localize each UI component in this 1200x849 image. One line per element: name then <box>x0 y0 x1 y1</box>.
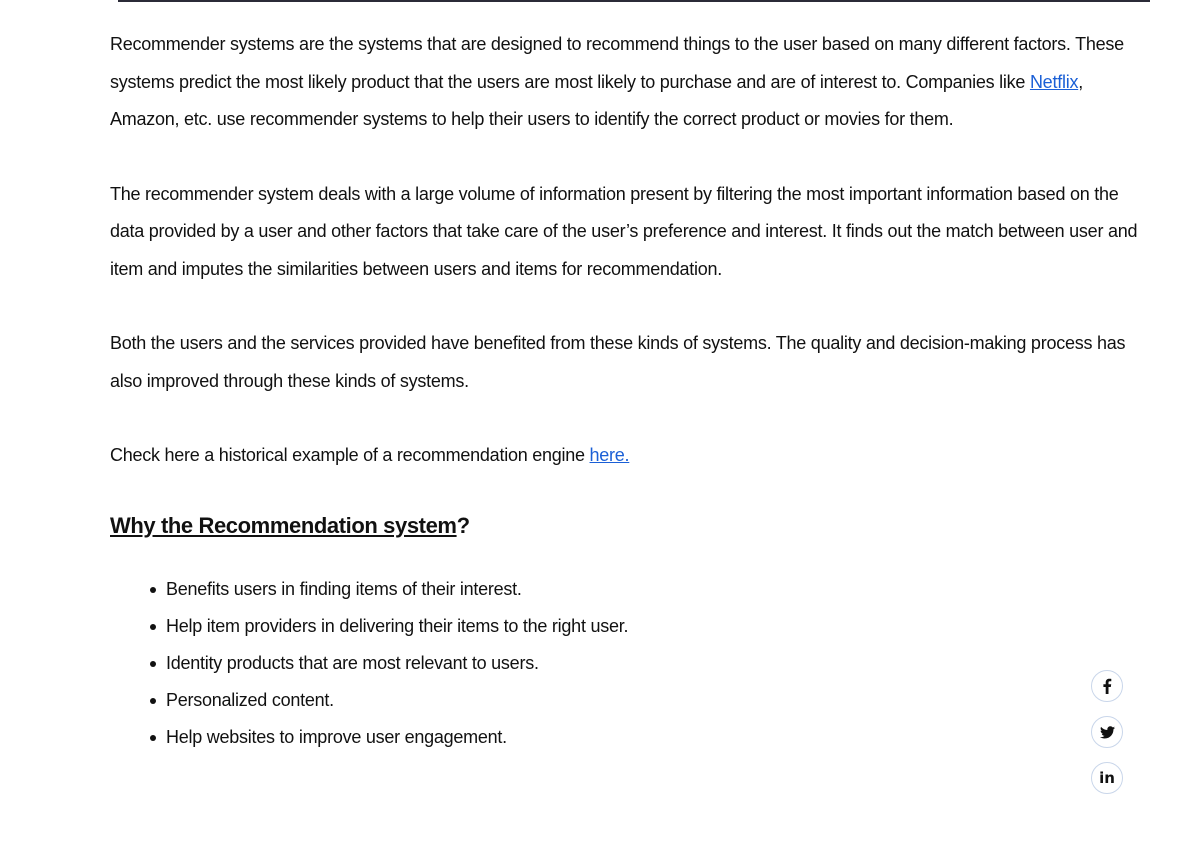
bullet-icon <box>150 698 156 704</box>
twitter-share-button[interactable] <box>1091 716 1123 748</box>
linkedin-share-button[interactable] <box>1091 762 1123 794</box>
paragraph-intro-text-start: Recommender systems are the systems that are designed to recommend things to the user based on many different factors. These systems predict the most likely product that the users are most likely to purchase and are of interest to. Companies like <box>110 34 1124 92</box>
list-item <box>150 682 1150 719</box>
list-item <box>150 719 1150 756</box>
bullet-icon <box>150 735 156 741</box>
paragraph-historical-text: Check here a historical example of a recommendation engine <box>110 445 590 465</box>
facebook-share-button[interactable] <box>1091 670 1123 702</box>
historical-example-link[interactable]: here. <box>589 445 630 465</box>
twitter-icon <box>1100 726 1115 739</box>
bullet-icon <box>150 624 156 630</box>
paragraph-intro-text-end: , Amazon, etc. use recommender systems to help their users to identify the correct product or movies for them. <box>110 71 1083 129</box>
list-item-text: Help item providers in delivering their items to the right user. <box>166 615 629 636</box>
social-share-bar <box>1091 670 1123 794</box>
facebook-icon <box>1102 678 1112 694</box>
section-heading <box>110 511 1150 541</box>
netflix-link[interactable]: Netflix <box>1029 71 1079 92</box>
list-item-text: Help websites to improve user engagement. <box>166 726 507 747</box>
paragraph-benefits: Both the users and the services provided have benefited from these kinds of systems. The quality and decision-making process has also improved through these kinds of systems. <box>110 333 1126 391</box>
paragraph-information-filtering: The recommender system deals with a large volume of information present by filtering the most important information based on the data provided by a user and other factors that take care of the user’s preference and interest. It finds out the match between user and item and imputes the similarities between users and items for recommendation. <box>110 183 1138 279</box>
benefits-list <box>110 571 1150 756</box>
bullet-icon <box>150 661 156 667</box>
article-body <box>110 26 1150 756</box>
section-heading-underlined: Why the Recommendation system <box>110 512 457 538</box>
list-item-text: Identity products that are most relevant to users. <box>166 652 539 673</box>
bullet-icon <box>150 587 156 593</box>
list-item-text: Benefits users in finding items of their interest. <box>166 578 522 599</box>
list-item <box>150 608 1150 645</box>
list-item <box>150 645 1150 682</box>
linkedin-icon: in <box>1099 769 1115 787</box>
list-item-text: Personalized content. <box>166 689 334 710</box>
section-heading-suffix: ? <box>456 512 470 538</box>
top-divider <box>118 0 1150 2</box>
paragraph-intro <box>110 26 1150 139</box>
list-item <box>150 571 1150 608</box>
paragraph-historical-example <box>110 437 1150 475</box>
